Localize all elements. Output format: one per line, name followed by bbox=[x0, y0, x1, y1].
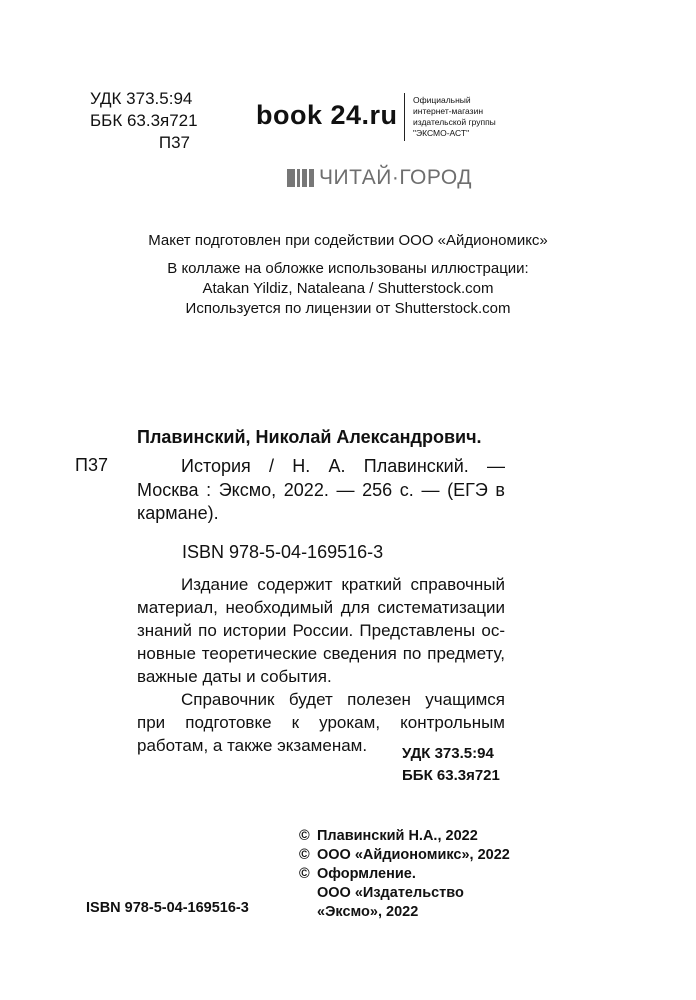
copyright-block bbox=[299, 827, 510, 922]
tagline-line: "ЭКСМО-АСТ" bbox=[413, 128, 470, 138]
tagline-line: издательской группы bbox=[413, 117, 496, 127]
bib-description bbox=[137, 455, 505, 526]
annotation-paragraph: Издание содержит краткий справочный материал, необходимый для систематизации знаний по истории России. Представлены основные теоретические сведения по предмету, важные даты и события. bbox=[137, 575, 505, 686]
header-codes bbox=[90, 88, 198, 154]
bbk-code: ББК 63.3я721 bbox=[90, 111, 198, 130]
bib-mark: П37 bbox=[75, 455, 108, 475]
book24-tagline bbox=[413, 95, 523, 139]
book24-logo: book 24.ru bbox=[256, 100, 398, 130]
tagline-line: интернет-магазин bbox=[413, 106, 484, 116]
copyright-row bbox=[299, 865, 510, 884]
copyright-text: Плавинский Н.А., 2022 bbox=[317, 828, 478, 844]
copyright-row bbox=[299, 827, 510, 846]
annotation bbox=[137, 573, 505, 757]
udk-code: УДК 373.5:94 bbox=[90, 89, 193, 108]
illustration-credits bbox=[60, 259, 636, 319]
annotation-paragraph: Справочник будет полезен учащимся при подготовке к урокам, контрольным работам, а также экзаменам. bbox=[137, 690, 505, 755]
chitai-gorod-logo bbox=[287, 166, 472, 190]
author-mark: П37 bbox=[158, 133, 190, 152]
chitai-gorod-text: ЧИТАЙ·ГОРОД bbox=[319, 166, 472, 189]
copyright-row bbox=[299, 846, 510, 865]
classification-block bbox=[402, 743, 500, 787]
copyright-text: «Эксмо», 2022 bbox=[317, 904, 419, 920]
credit-line: Используется по лицензии от Shutterstock.com bbox=[185, 300, 511, 317]
bbk-code: ББК 63.3я721 bbox=[402, 767, 500, 784]
udk-code: УДК 373.5:94 bbox=[402, 745, 494, 762]
tagline-line: Официальный bbox=[413, 95, 471, 105]
credit-line: Atakan Yildiz, Nataleana / Shutterstock.com bbox=[202, 280, 494, 297]
copyright-symbol: © bbox=[299, 828, 310, 844]
copyright-text: ООО «Издательство bbox=[317, 885, 464, 901]
author-heading: Плавинский, Николай Александрович. bbox=[137, 427, 482, 447]
copyright-text: Оформление. bbox=[317, 866, 416, 882]
copyright-row bbox=[299, 884, 510, 903]
copyright-symbol: © bbox=[299, 847, 310, 863]
copyright-row bbox=[299, 903, 510, 922]
bib-description-text: История / Н. А. Плавинский. — Москва : Эксмо, 2022. — 256 с. — (ЕГЭ в кармане). bbox=[137, 456, 505, 523]
logo-divider bbox=[404, 93, 405, 141]
layout-credit: Макет подготовлен при содействии ООО «Айдиономикс» bbox=[148, 232, 548, 249]
isbn-bottom: ISBN 978-5-04-169516-3 bbox=[86, 900, 249, 916]
copyright-text: ООО «Айдиономикс», 2022 bbox=[317, 847, 510, 863]
bookshelf-icon bbox=[287, 169, 314, 187]
copyright-symbol: © bbox=[299, 866, 310, 882]
isbn: ISBN 978-5-04-169516-3 bbox=[182, 542, 384, 562]
credit-line: В коллаже на обложке использованы иллюстрации: bbox=[167, 260, 529, 277]
